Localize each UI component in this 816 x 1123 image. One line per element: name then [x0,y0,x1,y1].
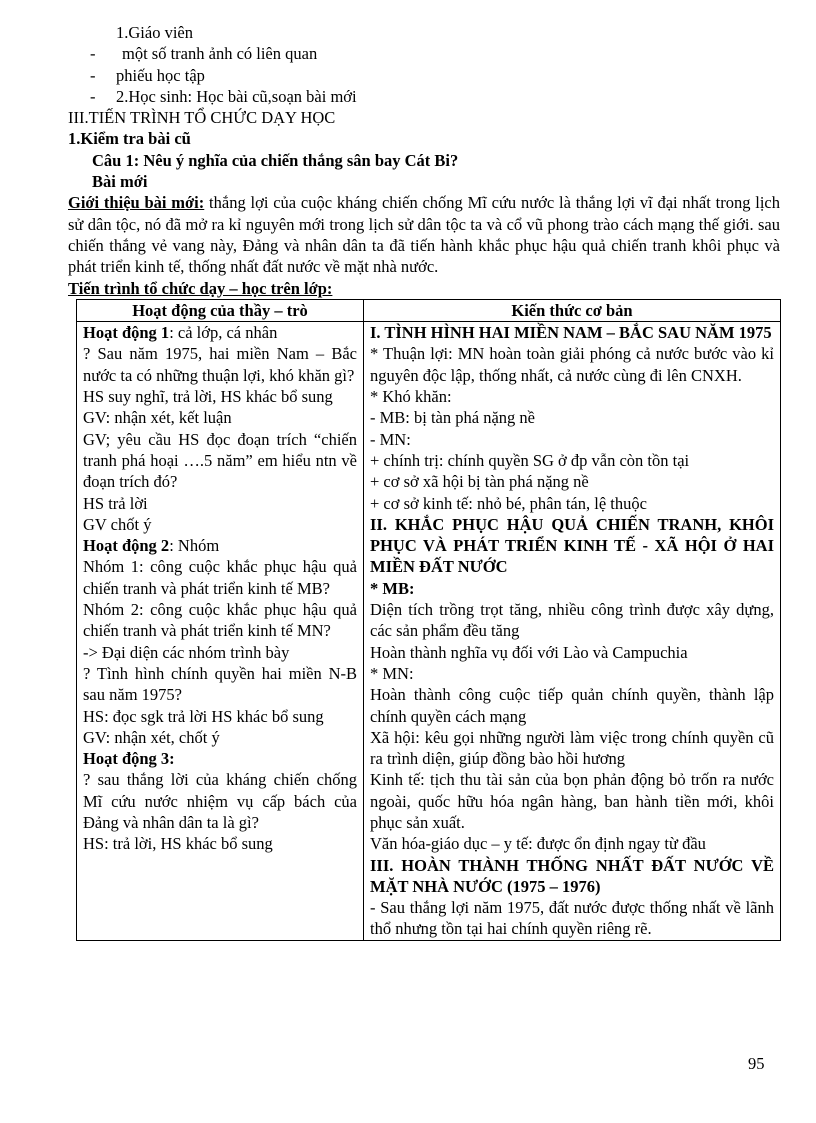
table-header-knowledge: Kiến thức cơ bản [364,299,781,321]
right-paragraph: * MN: [370,663,414,683]
page-number: 95 [748,1054,765,1073]
new-lesson-heading: Bài mới [92,172,148,192]
left-paragraph: Nhóm 2: công cuộc khắc phục hậu quả chiến tranh và phát triển kinh tế MN? [83,600,357,641]
old-lesson-heading: 1.Kiểm tra bài cũ [68,129,191,149]
left-paragraph: ? Sau năm 1975, hai miền Nam – Bắc nước ta có những thuận lợi, khó khăn gì? [83,344,357,385]
right-paragraph: Xã hội: kêu gọi những người làm việc trong chính quyền cũ ra trình diện, giúp đồng bào hồi hương [370,727,774,769]
prep-item-2: - phiếu học tập [90,65,205,85]
prep-item-1: - một số tranh ảnh có liên quan [90,44,318,64]
right-paragraph: + cơ sở xã hội bị tàn phá nặng nề [370,472,589,492]
right-paragraph: Văn hóa-giáo dục – y tế: được ổn định ngay từ đầu [370,834,706,854]
left-paragraph: GV; yêu cầu HS đọc đoạn trích “chiến tranh phá hoại ….5 năm” em hiểu ntn về đoạn trích đó? [83,429,357,492]
right-paragraph: Hoàn thành nghĩa vụ đối với Lào và Campuchia [370,642,688,662]
left-paragraph: Hoạt động 1: cả lớp, cá nhân [83,323,278,343]
left-paragraph: HS trả lời [83,493,148,513]
right-paragraph: I. TÌNH HÌNH HAI MIỀN NAM – BẮC SAU NĂM 1975 [370,323,772,343]
right-paragraph: - Sau thắng lợi năm 1975, đất nước được thống nhất về lãnh thổ nhưng tồn tại hai chính quyền riêng rẽ. [370,898,774,939]
table-header-activities: Hoạt động của thầy – trò [77,299,364,321]
document-page [68,22,780,941]
right-paragraph: III. HOÀN THÀNH THỐNG NHẤT ĐẤT NƯỚC VỀ MẶT NHÀ NƯỚC (1975 – 1976) [370,855,774,896]
lesson-table [76,299,781,941]
activities-cell [77,322,364,941]
left-paragraph: ? Tình hình chính quyền hai miền N-B sau năm 1975? [83,663,357,705]
left-paragraph: HS suy nghĩ, trả lời, HS khác bổ sung [83,387,333,407]
table-row [77,322,781,941]
left-paragraph: GV chốt ý [83,514,152,534]
left-paragraph: HS: trả lời, HS khác bổ sung [83,834,273,854]
right-paragraph: - MN: [370,429,411,449]
left-paragraph: HS: đọc sgk trả lời HS khác bổ sung [83,706,324,726]
intro-paragraph: Giới thiệu bài mới: thắng lợi của cuộc kháng chiến chống Mĩ cứu nước là thắng lợi vĩ đại nhất trong lịch sử dân tộc, nó đã mở ra kỉ nguyên mới trong lịch sử dân tộc ta và cổ vũ phong trào cách mạng thế giới. sau chiến thắng vẻ vang này, Đảng và nhân dân ta đã tiến hành khắc phục hậu quả chiến tranh khôi phục và phát triển kinh tế, thống nhất đất nước về mặt nhà nước. [68,193,780,277]
section-heading: III.TIẾN TRÌNH TỔ CHỨC DẠY HỌC [68,108,336,128]
left-paragraph: Hoạt động 2: Nhóm [83,536,220,556]
right-paragraph: Diện tích trồng trọt tăng, nhiều công trình được xây dựng, các sản phẩm đều tăng [370,600,774,641]
right-paragraph: + chính trị: chính quyền SG ở đp vẫn còn tồn tại [370,450,690,470]
student-prep: - 2.Học sinh: Học bài cũ,soạn bài mới [90,86,357,106]
right-paragraph: * Khó khăn: [370,387,452,407]
right-paragraph: * Thuận lợi: MN hoàn toàn giải phóng cả nước bước vào kỉ nguyên độc lập, thống nhất, cả nước cùng đi lên CNXH. [370,344,774,385]
question-1: Câu 1: Nêu ý nghĩa của chiến thắng sân bay Cát Bi? [92,150,459,170]
left-paragraph: GV: nhận xét, kết luận [83,408,232,428]
left-paragraph: GV: nhận xét, chốt ý [83,727,220,747]
right-paragraph: Hoàn thành công cuộc tiếp quản chính quyền, thành lập chính quyền cách mạng [370,685,774,726]
right-paragraph: Kinh tế: tịch thu tài sản của bọn phản động bỏ trốn ra nước ngoài, quốc hữu hóa ngân hàng, ban hành tiền mới, khôi phục sản xuất. [370,770,774,832]
left-paragraph: -> Đại diện các nhóm trình bày [83,642,290,662]
right-paragraph: * MB: [370,578,415,598]
left-paragraph: Nhóm 1: công cuộc khắc phục hậu quả chiến tranh và phát triển kinh tế MB? [83,557,357,598]
teacher-heading: 1.Giáo viên [116,23,193,42]
table-header-row [77,299,781,321]
progress-title: Tiến trình tổ chức dạy – học trên lớp: [68,278,333,298]
right-paragraph: + cơ sở kinh tế: nhỏ bé, phân tán, lệ thuộc [370,493,647,513]
knowledge-cell [364,322,781,941]
right-paragraph: II. KHẮC PHỤC HẬU QUẢ CHIẾN TRANH, KHÔI PHỤC VÀ PHÁT TRIỂN KINH TẾ - XÃ HỘI Ở HAI MIỀN ĐẤT NƯỚC [370,514,774,577]
left-paragraph: ? sau thắng lời của kháng chiến chống Mĩ cứu nước nhiệm vụ cấp bách của Đảng và nhân dân ta là gì? [83,770,357,832]
left-paragraph: Hoạt động 3: [83,749,175,769]
right-paragraph: - MB: bị tàn phá nặng nề [370,408,535,428]
